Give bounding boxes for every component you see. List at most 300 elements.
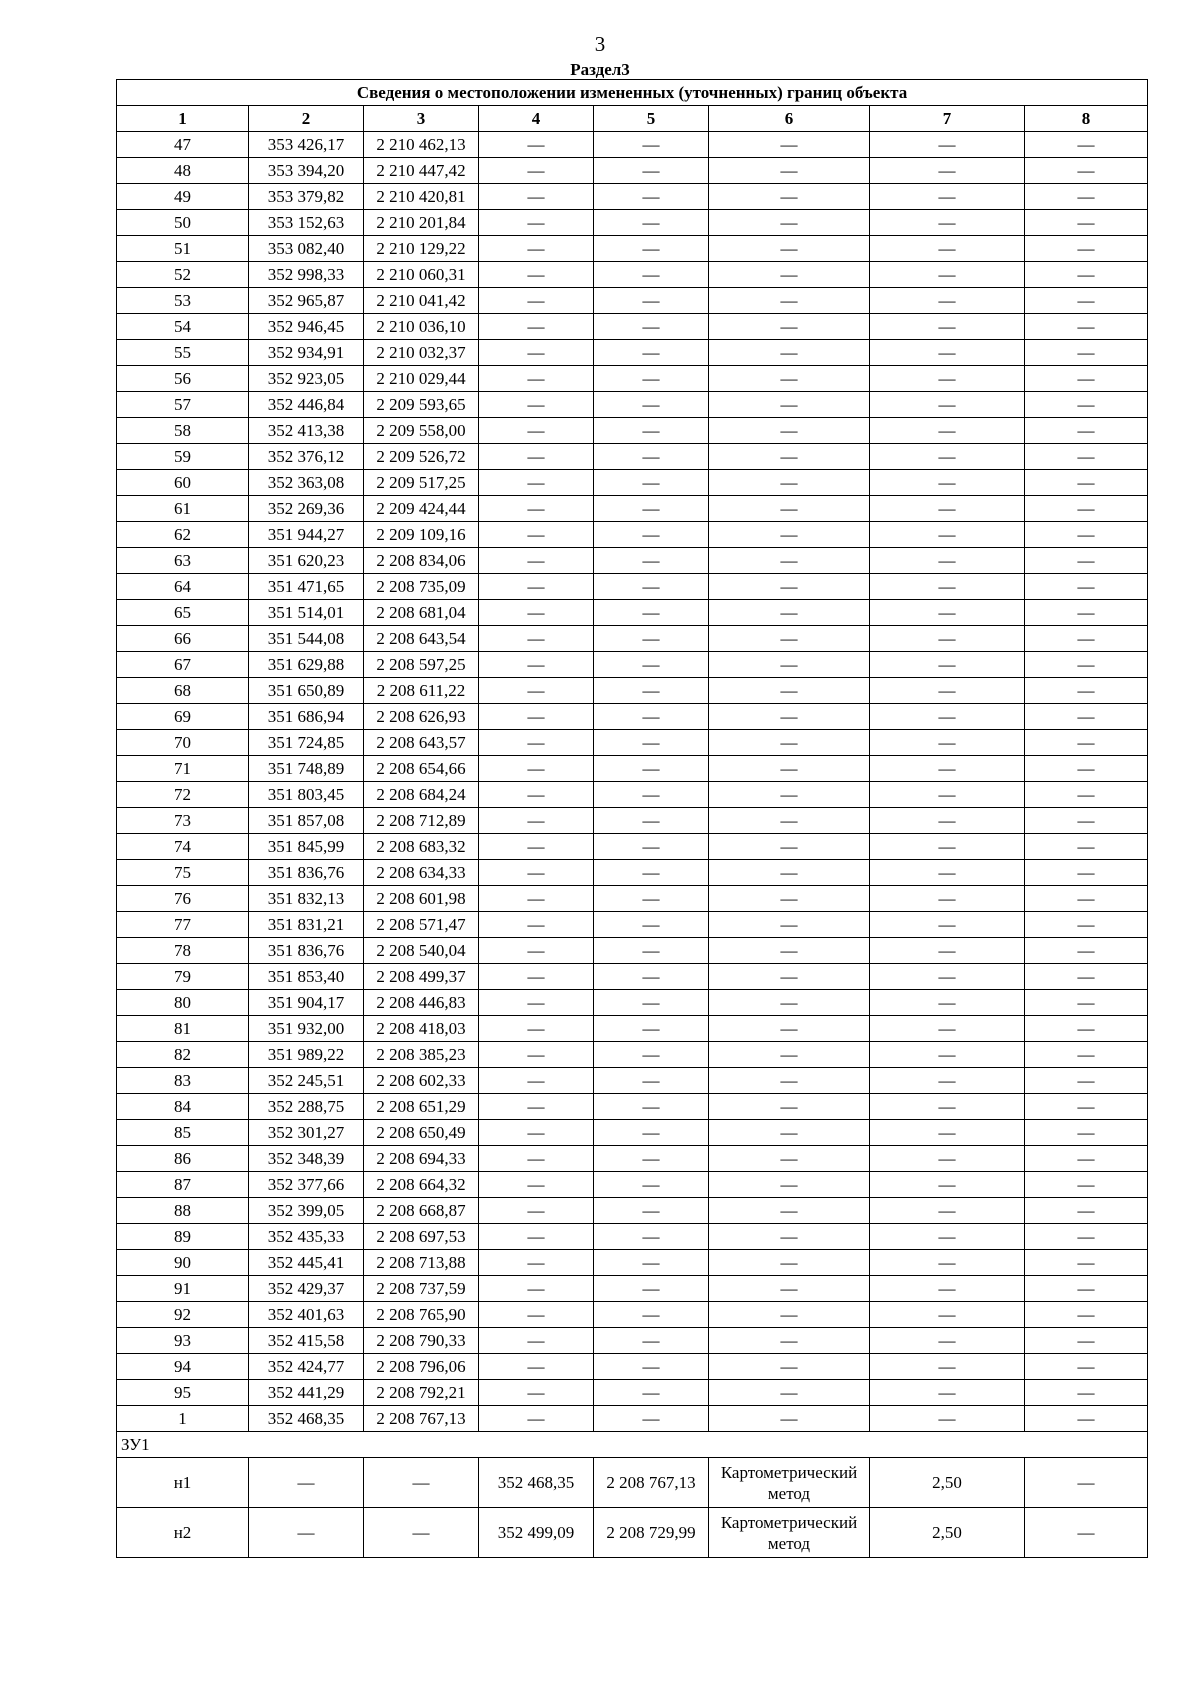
empty-value-dash: — [479,1276,594,1302]
empty-value-dash: — [870,938,1025,964]
point-number: 77 [117,912,249,938]
coordinate-x: 352 445,41 [249,1250,364,1276]
empty-value-dash: — [870,782,1025,808]
point-number: 79 [117,964,249,990]
point-number: 52 [117,262,249,288]
empty-value-dash: — [1025,1406,1148,1432]
empty-value-dash: — [870,1224,1025,1250]
coordinate-y: 2 209 109,16 [364,522,479,548]
table-row [117,964,1148,990]
empty-value-dash: — [1025,1198,1148,1224]
empty-value-dash: — [1025,1508,1148,1558]
coordinate-x: 353 082,40 [249,236,364,262]
empty-value-dash: — [1025,1094,1148,1120]
coordinate-y: 2 208 385,23 [364,1042,479,1068]
empty-value-dash: — [594,834,709,860]
table-row [117,1094,1148,1120]
empty-value-dash: — [870,392,1025,418]
coordinate-x: 352 399,05 [249,1198,364,1224]
empty-value-dash: — [594,444,709,470]
empty-value-dash: — [870,548,1025,574]
empty-value-dash: — [594,1068,709,1094]
empty-value-dash: — [594,964,709,990]
table-row [117,652,1148,678]
coordinate-y: 2 208 418,03 [364,1016,479,1042]
empty-value-dash: — [870,444,1025,470]
empty-value-dash: — [594,1198,709,1224]
empty-value-dash: — [1025,1380,1148,1406]
coordinate-x: 352 413,38 [249,418,364,444]
empty-value-dash: — [1025,1120,1148,1146]
empty-value-dash: — [709,1328,870,1354]
point-number: 92 [117,1302,249,1328]
empty-value-dash: — [594,626,709,652]
empty-value-dash: — [479,652,594,678]
empty-value-dash: — [479,990,594,1016]
empty-value-dash: — [870,132,1025,158]
table-row [117,340,1148,366]
empty-value-dash: — [479,444,594,470]
empty-value-dash: — [479,574,594,600]
table-row [117,1146,1148,1172]
table-row [117,1198,1148,1224]
empty-value-dash: — [594,782,709,808]
empty-value-dash: — [479,158,594,184]
table-row [117,1276,1148,1302]
coordinate-y: 2 208 643,57 [364,730,479,756]
point-number: н2 [117,1508,249,1558]
empty-value-dash: — [1025,1250,1148,1276]
determination-method: Картометрический метод [709,1458,870,1508]
coordinate-y: 2 210 201,84 [364,210,479,236]
empty-value-dash: — [709,1068,870,1094]
table-row [117,132,1148,158]
point-number: 63 [117,548,249,574]
empty-value-dash: — [870,1172,1025,1198]
empty-value-dash: — [479,886,594,912]
empty-value-dash: — [709,1016,870,1042]
table-row [117,288,1148,314]
coordinate-y: 2 208 834,06 [364,548,479,574]
empty-value-dash: — [479,1120,594,1146]
coordinate-x: 351 650,89 [249,678,364,704]
empty-value-dash: — [479,314,594,340]
coordinate-y: 2 208 681,04 [364,600,479,626]
empty-value-dash: — [709,132,870,158]
empty-value-dash: — [870,288,1025,314]
page-number: 3 [594,32,606,56]
table-row [117,392,1148,418]
empty-value-dash: — [1025,938,1148,964]
empty-value-dash: — [1025,184,1148,210]
point-number: 66 [117,626,249,652]
empty-value-dash: — [709,886,870,912]
coordinate-x: 352 376,12 [249,444,364,470]
empty-value-dash: — [870,418,1025,444]
empty-value-dash: — [870,366,1025,392]
empty-value-dash: — [870,1328,1025,1354]
point-number: 62 [117,522,249,548]
object-row [117,1508,1148,1558]
empty-value-dash: — [870,704,1025,730]
empty-value-dash: — [594,340,709,366]
boundary-coordinates-table [116,79,1148,1558]
empty-value-dash: — [479,262,594,288]
empty-value-dash: — [1025,262,1148,288]
empty-value-dash: — [870,834,1025,860]
table-row [117,522,1148,548]
table-row [117,886,1148,912]
table-row [117,210,1148,236]
empty-value-dash: — [870,1016,1025,1042]
empty-value-dash: — [1025,834,1148,860]
coordinate-x: 352 363,08 [249,470,364,496]
empty-value-dash: — [594,886,709,912]
coordinate-y: 2 209 558,00 [364,418,479,444]
empty-value-dash: — [870,158,1025,184]
coordinate-x: 352 424,77 [249,1354,364,1380]
empty-value-dash: — [1025,1354,1148,1380]
point-number: 68 [117,678,249,704]
coordinate-y: 2 208 601,98 [364,886,479,912]
empty-value-dash: — [870,210,1025,236]
empty-value-dash: — [870,1094,1025,1120]
empty-value-dash: — [870,912,1025,938]
empty-value-dash: — [709,1406,870,1432]
empty-value-dash: — [1025,574,1148,600]
empty-value-dash: — [709,522,870,548]
empty-value-dash: — [479,860,594,886]
point-number: 74 [117,834,249,860]
table-row [117,704,1148,730]
table-row [117,314,1148,340]
empty-value-dash: — [594,1380,709,1406]
coordinate-y: 2 208 651,29 [364,1094,479,1120]
empty-value-dash: — [1025,392,1148,418]
empty-value-dash: — [1025,626,1148,652]
coordinate-y: 2 208 540,04 [364,938,479,964]
empty-value-dash: — [1025,236,1148,262]
column-number-header: 4 [479,106,594,132]
accuracy-value: 2,50 [870,1508,1025,1558]
coordinate-x: 351 514,01 [249,600,364,626]
empty-value-dash: — [594,1276,709,1302]
empty-value-dash: — [594,600,709,626]
empty-value-dash: — [1025,1016,1148,1042]
table-row [117,730,1148,756]
empty-value-dash: — [594,158,709,184]
coordinate-x: 352 998,33 [249,262,364,288]
coordinate-x: 351 944,27 [249,522,364,548]
empty-value-dash: — [870,860,1025,886]
empty-value-dash: — [709,834,870,860]
empty-value-dash: — [709,1198,870,1224]
table-row [117,782,1148,808]
coordinate-x: 352 288,75 [249,1094,364,1120]
point-number: 86 [117,1146,249,1172]
point-number: 58 [117,418,249,444]
empty-value-dash: — [479,496,594,522]
empty-value-dash: — [594,730,709,756]
empty-value-dash: — [870,522,1025,548]
coordinate-y: 2 208 634,33 [364,860,479,886]
empty-value-dash: — [1025,990,1148,1016]
table-row [117,600,1148,626]
coordinate-x: 351 989,22 [249,1042,364,1068]
coordinate-y: 2 209 424,44 [364,496,479,522]
coordinate-y: 2 210 462,13 [364,132,479,158]
coordinate-x: 352 923,05 [249,366,364,392]
column-number-header: 8 [1025,106,1148,132]
coordinate-x: 352 301,27 [249,1120,364,1146]
new-coordinate-y: 2 208 729,99 [594,1508,709,1558]
empty-value-dash: — [594,1172,709,1198]
table-row [117,912,1148,938]
table-row [117,1224,1148,1250]
coordinate-y: 2 208 684,24 [364,782,479,808]
empty-value-dash: — [364,1458,479,1508]
coordinate-y: 2 208 602,33 [364,1068,479,1094]
empty-value-dash: — [479,288,594,314]
empty-value-dash: — [479,808,594,834]
table-row [117,1172,1148,1198]
empty-value-dash: — [709,1276,870,1302]
empty-value-dash: — [870,184,1025,210]
coordinate-y: 2 210 032,37 [364,340,479,366]
empty-value-dash: — [1025,314,1148,340]
empty-value-dash: — [1025,210,1148,236]
table-row [117,262,1148,288]
empty-value-dash: — [594,1250,709,1276]
coordinate-y: 2 208 499,37 [364,964,479,990]
coordinate-x: 351 832,13 [249,886,364,912]
table-row [117,184,1148,210]
empty-value-dash: — [479,548,594,574]
empty-value-dash: — [870,470,1025,496]
coordinate-y: 2 208 611,22 [364,678,479,704]
coordinate-y: 2 208 796,06 [364,1354,479,1380]
coordinate-y: 2 208 790,33 [364,1328,479,1354]
table-row [117,626,1148,652]
point-number: 64 [117,574,249,600]
empty-value-dash: — [709,366,870,392]
empty-value-dash: — [709,236,870,262]
empty-value-dash: — [709,782,870,808]
coordinate-x: 352 965,87 [249,288,364,314]
empty-value-dash: — [1025,132,1148,158]
coordinate-y: 2 208 650,49 [364,1120,479,1146]
empty-value-dash: — [870,600,1025,626]
point-number: 95 [117,1380,249,1406]
empty-value-dash: — [1025,704,1148,730]
coordinate-y: 2 208 737,59 [364,1276,479,1302]
empty-value-dash: — [594,1016,709,1042]
accuracy-value: 2,50 [870,1458,1025,1508]
empty-value-dash: — [1025,158,1148,184]
empty-value-dash: — [594,912,709,938]
table-caption: Сведения о местоположении измененных (уточненных) границ объекта [117,80,1148,106]
point-number: 82 [117,1042,249,1068]
empty-value-dash: — [479,600,594,626]
coordinate-y: 2 209 517,25 [364,470,479,496]
empty-value-dash: — [709,808,870,834]
table-row [117,470,1148,496]
empty-value-dash: — [1025,1302,1148,1328]
empty-value-dash: — [594,184,709,210]
empty-value-dash: — [709,990,870,1016]
coordinate-y: 2 208 735,09 [364,574,479,600]
empty-value-dash: — [594,522,709,548]
coordinate-y: 2 210 060,31 [364,262,479,288]
table-row [117,1302,1148,1328]
group-label: ЗУ1 [117,1432,1148,1458]
empty-value-dash: — [594,704,709,730]
coordinate-y: 2 208 654,66 [364,756,479,782]
empty-value-dash: — [479,964,594,990]
coordinate-y: 2 208 713,88 [364,1250,479,1276]
empty-value-dash: — [1025,1042,1148,1068]
point-number: 47 [117,132,249,158]
empty-value-dash: — [364,1508,479,1558]
empty-value-dash: — [709,340,870,366]
point-number: 89 [117,1224,249,1250]
point-number: 51 [117,236,249,262]
table-row [117,1406,1148,1432]
empty-value-dash: — [709,288,870,314]
empty-value-dash: — [709,704,870,730]
empty-value-dash: — [870,1354,1025,1380]
empty-value-dash: — [594,990,709,1016]
empty-value-dash: — [1025,756,1148,782]
empty-value-dash: — [594,1328,709,1354]
empty-value-dash: — [870,1120,1025,1146]
empty-value-dash: — [594,314,709,340]
point-number: н1 [117,1458,249,1508]
empty-value-dash: — [709,1354,870,1380]
empty-value-dash: — [709,548,870,574]
empty-value-dash: — [1025,496,1148,522]
empty-value-dash: — [479,1068,594,1094]
empty-value-dash: — [1025,522,1148,548]
coordinate-x: 351 836,76 [249,938,364,964]
empty-value-dash: — [249,1508,364,1558]
empty-value-dash: — [479,1380,594,1406]
empty-value-dash: — [479,522,594,548]
empty-value-dash: — [479,210,594,236]
empty-value-dash: — [1025,1172,1148,1198]
column-number-header: 3 [364,106,479,132]
empty-value-dash: — [594,1224,709,1250]
table-row [117,1068,1148,1094]
column-number-header: 1 [117,106,249,132]
empty-value-dash: — [709,912,870,938]
empty-value-dash: — [479,392,594,418]
point-number: 78 [117,938,249,964]
empty-value-dash: — [709,1250,870,1276]
new-coordinate-y: 2 208 767,13 [594,1458,709,1508]
table-row [117,834,1148,860]
table-row [117,678,1148,704]
empty-value-dash: — [1025,886,1148,912]
coordinate-y: 2 210 420,81 [364,184,479,210]
coordinate-y: 2 208 765,90 [364,1302,479,1328]
point-number: 49 [117,184,249,210]
empty-value-dash: — [709,392,870,418]
coordinate-x: 351 620,23 [249,548,364,574]
new-coordinate-x: 352 499,09 [479,1508,594,1558]
empty-value-dash: — [479,1042,594,1068]
empty-value-dash: — [709,158,870,184]
empty-value-dash: — [479,626,594,652]
empty-value-dash: — [709,314,870,340]
empty-value-dash: — [594,236,709,262]
empty-value-dash: — [594,808,709,834]
point-number: 48 [117,158,249,184]
coordinate-x: 352 441,29 [249,1380,364,1406]
table-row [117,444,1148,470]
coordinate-x: 353 394,20 [249,158,364,184]
empty-value-dash: — [594,860,709,886]
empty-value-dash: — [870,990,1025,1016]
empty-value-dash: — [709,600,870,626]
coordinate-y: 2 208 792,21 [364,1380,479,1406]
point-number: 54 [117,314,249,340]
empty-value-dash: — [870,574,1025,600]
empty-value-dash: — [594,1146,709,1172]
empty-value-dash: — [479,184,594,210]
empty-value-dash: — [870,808,1025,834]
point-number: 72 [117,782,249,808]
empty-value-dash: — [594,366,709,392]
empty-value-dash: — [594,678,709,704]
coordinate-y: 2 208 571,47 [364,912,479,938]
coordinate-y: 2 209 593,65 [364,392,479,418]
empty-value-dash: — [1025,652,1148,678]
coordinate-y: 2 210 029,44 [364,366,479,392]
empty-value-dash: — [709,262,870,288]
empty-value-dash: — [479,1354,594,1380]
empty-value-dash: — [1025,964,1148,990]
point-number: 80 [117,990,249,1016]
empty-value-dash: — [709,1042,870,1068]
point-number: 76 [117,886,249,912]
empty-value-dash: — [479,912,594,938]
empty-value-dash: — [870,1302,1025,1328]
coordinate-y: 2 208 697,53 [364,1224,479,1250]
empty-value-dash: — [709,574,870,600]
empty-value-dash: — [594,132,709,158]
empty-value-dash: — [1025,288,1148,314]
empty-value-dash: — [249,1458,364,1508]
coordinate-x: 351 544,08 [249,626,364,652]
coordinate-y: 2 208 712,89 [364,808,479,834]
column-number-header: 2 [249,106,364,132]
coordinate-x: 352 446,84 [249,392,364,418]
empty-value-dash: — [709,626,870,652]
group-row [117,1432,1148,1458]
point-number: 93 [117,1328,249,1354]
coordinate-x: 352 269,36 [249,496,364,522]
empty-value-dash: — [594,1042,709,1068]
point-number: 59 [117,444,249,470]
empty-value-dash: — [479,782,594,808]
coordinate-y: 2 210 129,22 [364,236,479,262]
empty-value-dash: — [1025,1458,1148,1508]
table-row [117,1042,1148,1068]
coordinate-y: 2 208 597,25 [364,652,479,678]
empty-value-dash: — [479,366,594,392]
empty-value-dash: — [479,236,594,262]
